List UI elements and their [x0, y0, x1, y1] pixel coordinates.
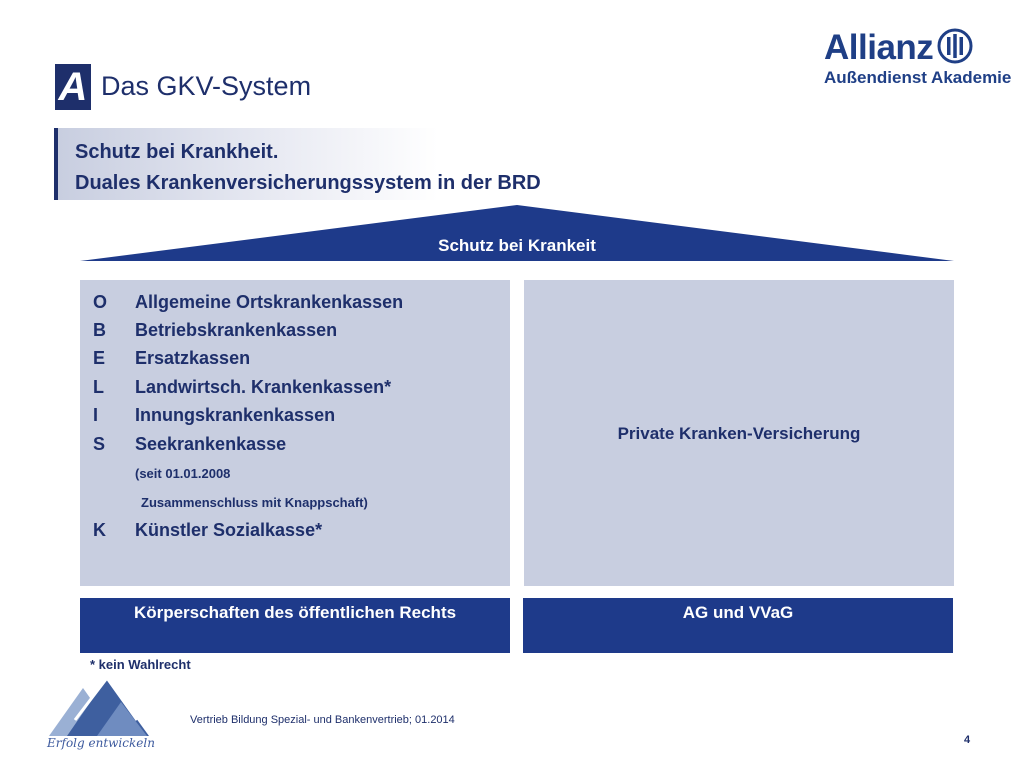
insurer-row	[93, 434, 286, 455]
insurer-label: Künstler Sozialkasse*	[135, 520, 323, 540]
legal-form-label: AG und VVaG	[682, 603, 794, 622]
allianz-logo-text: Allianz	[824, 28, 934, 67]
insurer-row	[93, 520, 322, 541]
insurer-row	[93, 377, 391, 398]
mountain-logo-icon	[45, 674, 155, 736]
insurer-label: Innungskrankenkassen	[135, 405, 336, 425]
insurer-label: Allgemeine Ortskrankenkassen	[135, 292, 404, 312]
insurer-row	[93, 348, 250, 369]
roof-label: Schutz bei Krankeit	[438, 236, 596, 255]
statutory-insurers-panel	[80, 280, 510, 586]
footer-text: Vertrieb Bildung Spezial- und Bankenvertrieb; 01.2014	[190, 714, 455, 726]
insurer-row	[93, 320, 337, 341]
insurer-letter: E	[93, 348, 106, 368]
page-title: Das GKV-System	[101, 71, 312, 101]
merger-note-line-1: (seit 01.01.2008	[135, 466, 231, 481]
insurer-letter: K	[93, 520, 106, 540]
footnote: * kein Wahlrecht	[90, 657, 191, 672]
public-law-label: Körperschaften des öffentlichen Rechts	[133, 603, 457, 622]
legal-form-bar	[523, 598, 953, 653]
allianz-logo-subtitle: Außendienst Akademie	[824, 68, 1012, 87]
section-letter: A	[58, 65, 88, 109]
private-insurance-panel	[524, 280, 954, 586]
subtitle-line-2: Duales Krankenversicherungssystem in der BRD	[75, 172, 541, 194]
merger-note-line-2: Zusammenschluss mit Knappschaft)	[141, 495, 368, 510]
subtitle-line-1: Schutz bei Krankheit.	[75, 141, 279, 163]
insurer-row	[93, 405, 335, 426]
insurer-row	[93, 292, 403, 313]
insurer-letter: O	[93, 292, 108, 312]
allianz-eagle-icon	[937, 28, 973, 64]
private-insurance-label: Private Kranken-Versicherung	[617, 424, 861, 443]
insurer-letter: S	[93, 434, 106, 454]
footer-slogan: Erfolg entwickeln	[47, 736, 155, 750]
insurer-letter: I	[93, 405, 99, 425]
insurer-label: Betriebskrankenkassen	[135, 320, 338, 340]
insurer-label: Landwirtsch. Krankenkassen*	[135, 377, 392, 397]
insurer-letter: B	[93, 320, 106, 340]
section-badge	[55, 64, 91, 110]
page-number: 4	[964, 734, 971, 746]
insurer-label: Seekrankenkasse	[135, 434, 287, 454]
insurer-letter: L	[93, 377, 104, 397]
public-law-bar	[80, 598, 510, 653]
subtitle-box	[54, 128, 541, 200]
insurer-label: Ersatzkassen	[135, 348, 251, 368]
